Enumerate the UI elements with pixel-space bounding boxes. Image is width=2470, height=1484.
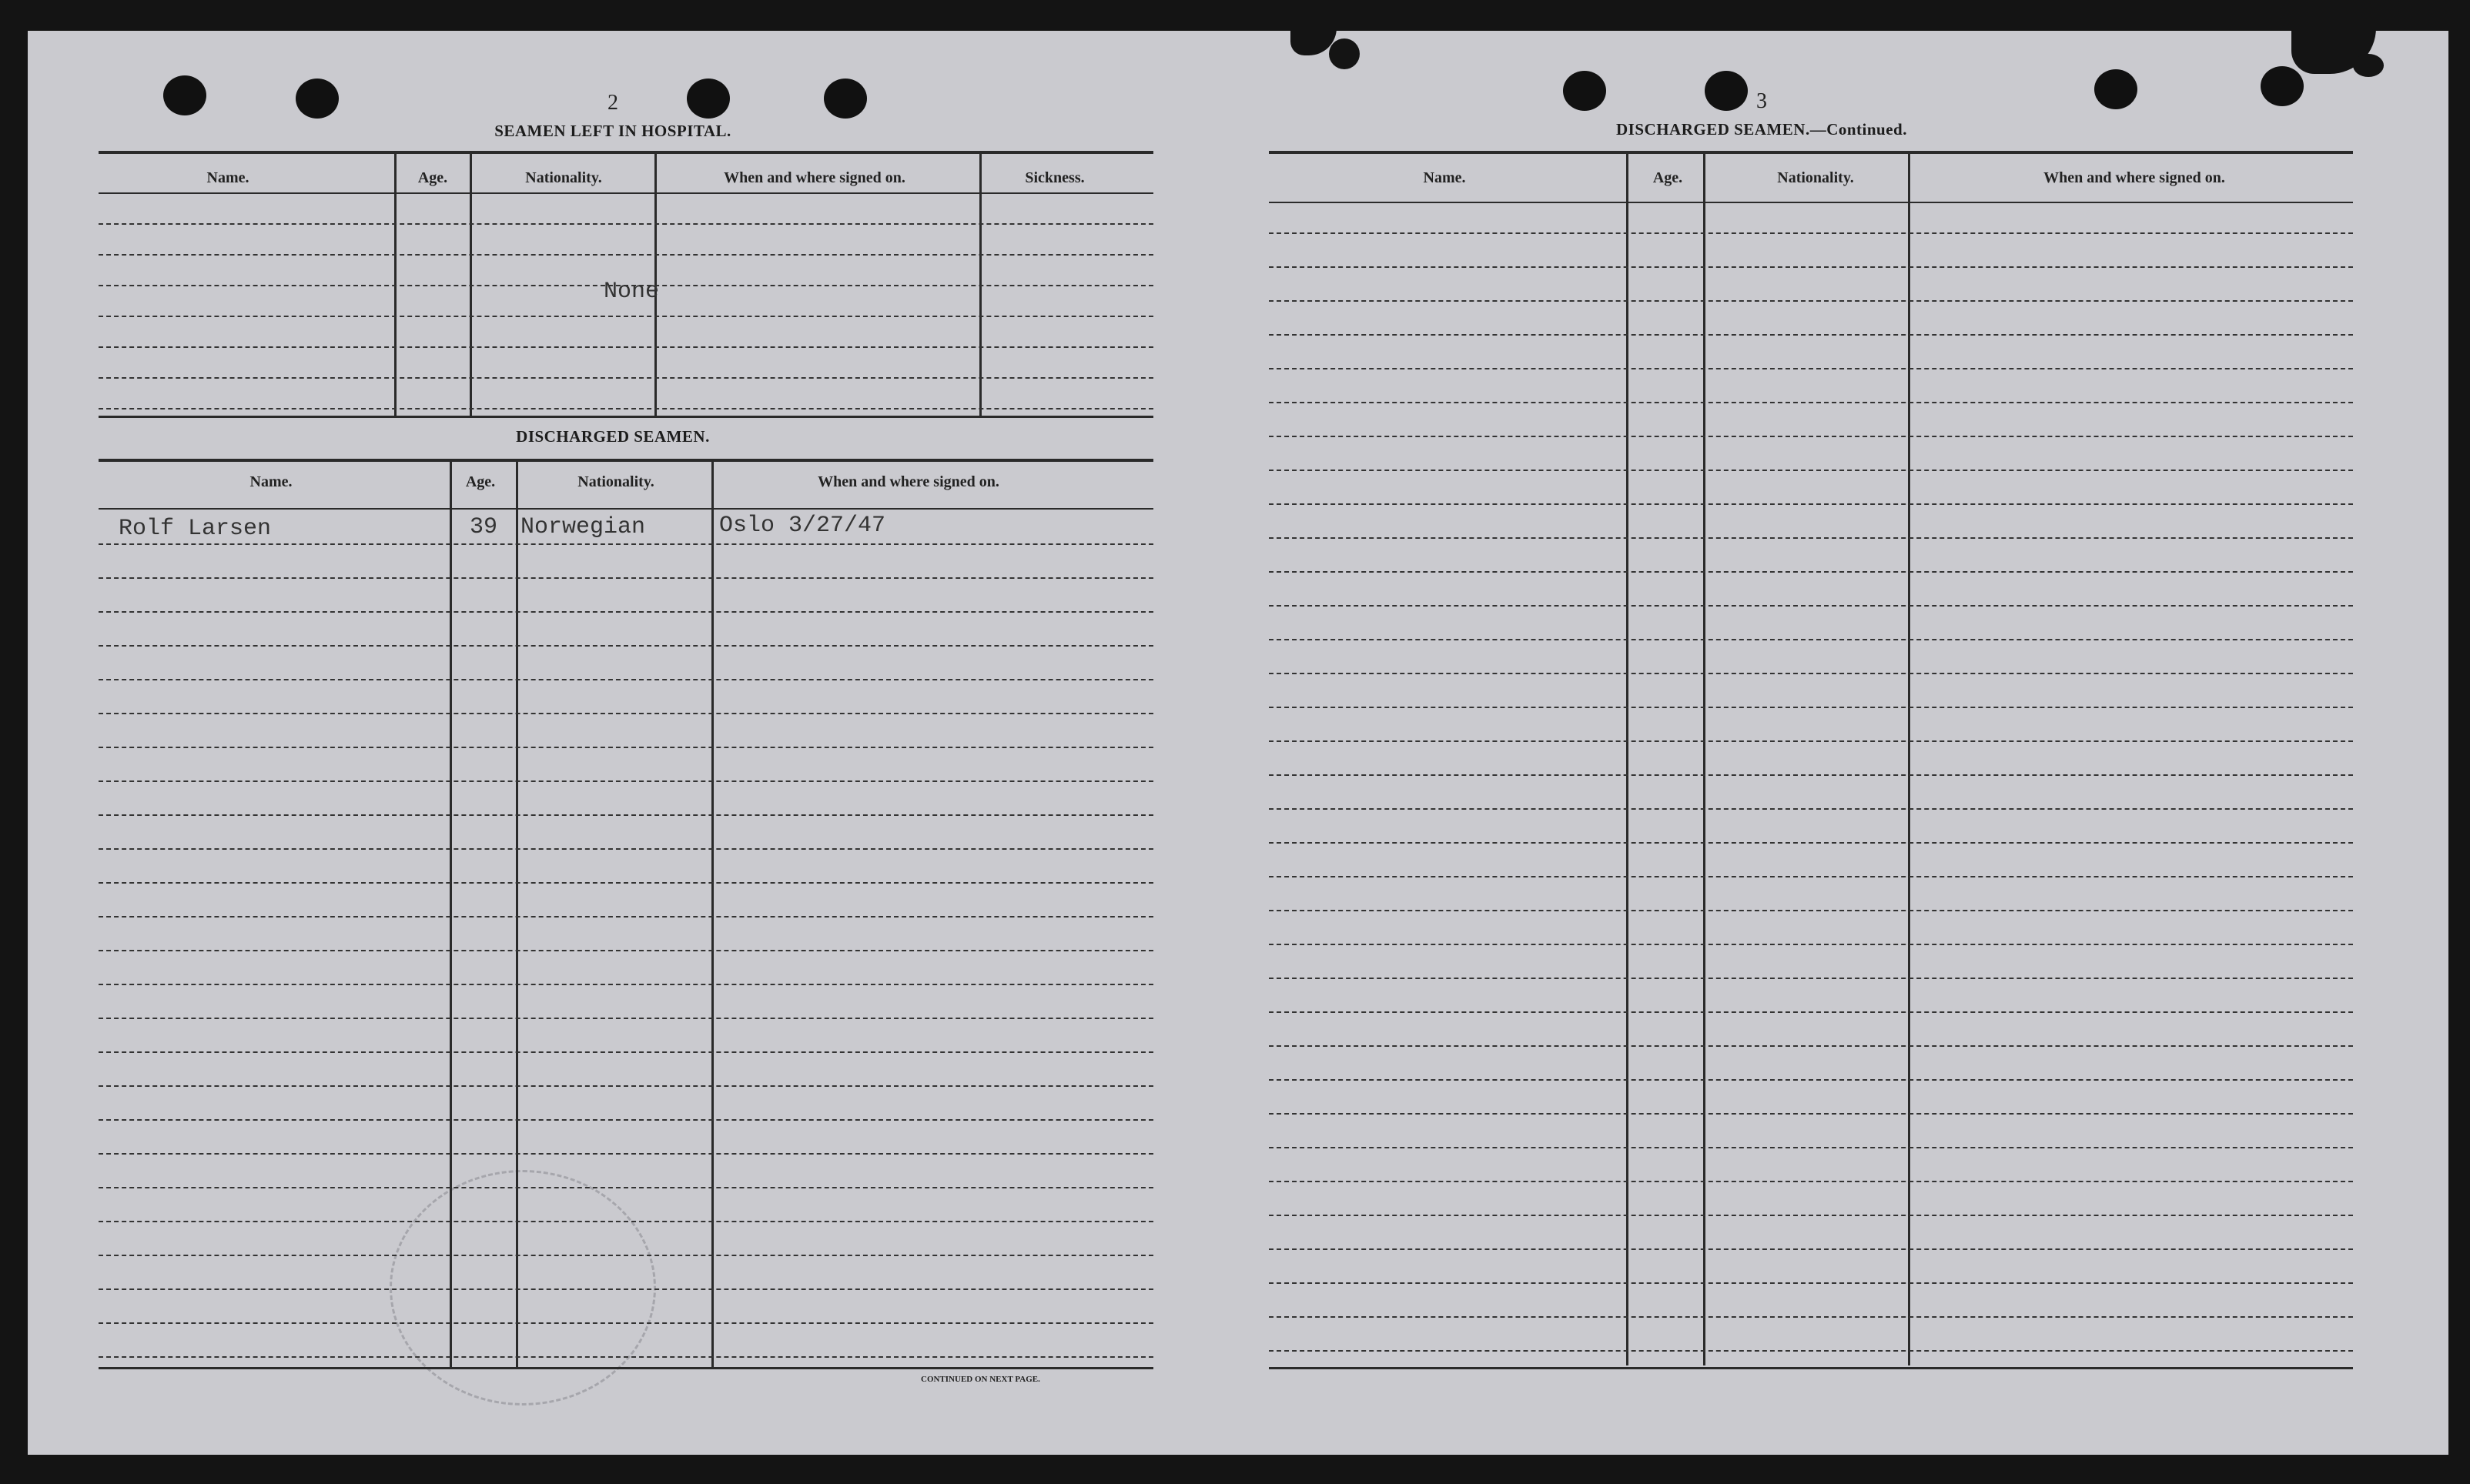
ruled-line: [99, 223, 1153, 225]
hospital-col-age: Age.: [417, 169, 448, 186]
ruled-line: [1269, 707, 2353, 708]
document-scan: [28, 31, 2448, 1455]
table-bottom-rule: [99, 1367, 1153, 1369]
ruled-line: [1269, 605, 2353, 607]
discharged-section-title: DISCHARGED SEAMEN.: [516, 427, 710, 446]
ruled-line: [99, 950, 1153, 951]
continued-note: CONTINUED ON NEXT PAGE.: [921, 1375, 1040, 1384]
ruled-line: [1269, 1350, 2353, 1352]
ruled-line: [1269, 300, 2353, 302]
ruled-line: [1269, 910, 2353, 911]
ruled-line: [1269, 944, 2353, 945]
ruled-line: [1269, 842, 2353, 844]
ruled-line: [99, 408, 1153, 409]
ruled-line: [99, 1018, 1153, 1019]
ruled-line: [1269, 1316, 2353, 1318]
hospital-section-title: SEAMEN LEFT IN HOSPITAL.: [494, 122, 731, 140]
ruled-line: [1269, 368, 2353, 369]
ruled-line: [1269, 876, 2353, 877]
ruled-line: [99, 747, 1153, 748]
ruled-line: [99, 814, 1153, 816]
ruled-line: [99, 611, 1153, 613]
ruled-line: [1269, 1079, 2353, 1081]
right-col-nationality: Nationality.: [1777, 169, 1854, 186]
ruled-line: [99, 1187, 1153, 1188]
ruled-line: [1269, 1181, 2353, 1182]
ruled-line: [99, 882, 1153, 884]
column-divider: [1626, 154, 1628, 1365]
table-bottom-rule: [1269, 1367, 2353, 1369]
ruled-line: [1269, 232, 2353, 234]
ruled-line: [1269, 266, 2353, 268]
ruled-line: [1269, 1248, 2353, 1250]
ruled-line: [99, 543, 1153, 545]
ruled-line: [1269, 740, 2353, 742]
ruled-line: [1269, 1045, 2353, 1047]
ruled-line: [99, 679, 1153, 680]
ruled-line: [99, 916, 1153, 917]
seaman-signed-on: Oslo 3/27/47: [719, 513, 886, 539]
column-divider: [450, 462, 452, 1367]
ruled-line: [1269, 978, 2353, 979]
ruled-line: [99, 377, 1153, 379]
page-number: 3: [1756, 89, 1767, 113]
right-col-name: Name.: [1423, 169, 1466, 186]
seaman-name: Rolf Larsen: [119, 516, 272, 542]
hospital-col-sickness: Sickness.: [1025, 169, 1085, 186]
ruled-line: [1269, 1147, 2353, 1148]
table-header-rule: [99, 508, 1153, 510]
right-col-signed-on: When and where signed on.: [2043, 169, 2225, 186]
ruled-line: [1269, 436, 2353, 437]
ruled-line: [99, 984, 1153, 985]
table-top-rule: [99, 151, 1153, 154]
table-top-rule: [99, 459, 1153, 462]
ruled-line: [99, 1051, 1153, 1053]
ruled-line: [1269, 774, 2353, 776]
ruled-line: [99, 1153, 1153, 1155]
ruled-line: [99, 1322, 1153, 1324]
ruled-line: [99, 1255, 1153, 1256]
ruled-line: [1269, 808, 2353, 810]
table-header-rule: [1269, 202, 2353, 203]
seaman-nationality: Norwegian: [520, 514, 646, 540]
ruled-line: [99, 1356, 1153, 1358]
column-divider: [1703, 154, 1705, 1365]
ruled-line: [1269, 1011, 2353, 1013]
hospital-col-name: Name.: [206, 169, 249, 186]
ruled-line: [1269, 402, 2353, 403]
discharged-col-name: Name.: [249, 473, 293, 490]
ruled-line: [99, 848, 1153, 850]
ruled-line: [1269, 1215, 2353, 1216]
ruled-line: [99, 1288, 1153, 1290]
column-divider: [711, 462, 714, 1367]
ruled-line: [99, 254, 1153, 256]
right-section-title: DISCHARGED SEAMEN.—Continued.: [1616, 120, 1907, 139]
hospital-none-entry: None: [604, 279, 660, 305]
ruled-line: [1269, 673, 2353, 674]
ruled-line: [99, 1119, 1153, 1121]
hospital-col-nationality: Nationality.: [525, 169, 602, 186]
table-bottom-rule: [99, 416, 1153, 418]
ruled-line: [1269, 1282, 2353, 1284]
left-page: [28, 31, 1229, 1455]
table-header-rule: [99, 192, 1153, 194]
ruled-line: [1269, 571, 2353, 573]
right-page: [1229, 31, 2448, 1455]
discharged-col-age: Age.: [465, 473, 496, 490]
ruled-line: [1269, 470, 2353, 471]
seaman-age: 39: [470, 514, 498, 540]
hospital-col-signed-on: When and where signed on.: [724, 169, 905, 186]
ruled-line: [1269, 334, 2353, 336]
right-col-age: Age.: [1652, 169, 1683, 186]
ruled-line: [1269, 1113, 2353, 1115]
ruled-line: [1269, 537, 2353, 539]
ruled-line: [1269, 639, 2353, 640]
ruled-line: [99, 780, 1153, 782]
ruled-line: [99, 1085, 1153, 1087]
ruled-line: [99, 713, 1153, 714]
ruled-line: [99, 577, 1153, 579]
column-divider: [516, 462, 518, 1367]
ruled-line: [99, 316, 1153, 317]
ruled-line: [99, 645, 1153, 647]
ruled-line: [1269, 503, 2353, 505]
discharged-col-signed-on: When and where signed on.: [818, 473, 999, 490]
column-divider: [1908, 154, 1910, 1365]
discharged-col-nationality: Nationality.: [577, 473, 654, 490]
table-top-rule: [1269, 151, 2353, 154]
ruled-line: [99, 346, 1153, 348]
page-number: 2: [607, 91, 618, 115]
ruled-line: [99, 1221, 1153, 1222]
